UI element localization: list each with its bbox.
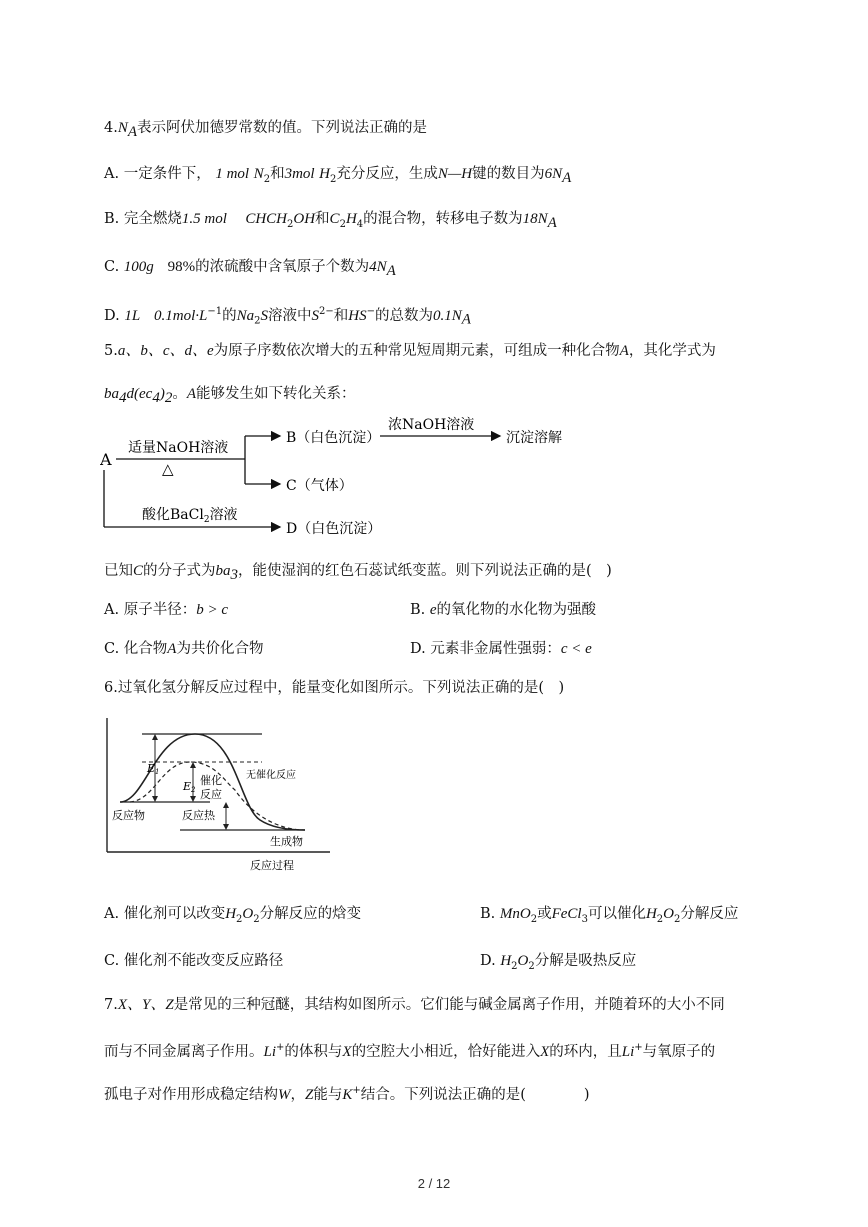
q6-option-d: D. $H_2O_2$分解是吸热反应 — [480, 953, 637, 972]
diagram-product-d: D（白色沉淀） — [286, 521, 382, 537]
graph-product-label: 生成物 — [270, 835, 303, 848]
graph-xaxis-label: 反应过程 — [250, 859, 294, 872]
diagram-reagent-conc-naoh: 浓NaOH溶液 — [388, 417, 475, 433]
q5-formula-line: $ba_4d(ec_4)_2$。A能够发生如下转化关系： — [104, 386, 356, 406]
q5-stem: 5.a、b、c、d、e为原子序数依次增大的五种常见短周期元素，可组成一种化合物A，其化学式为 — [104, 343, 716, 359]
q6-stem: 6.过氧化氢分解反应过程中，能量变化如图所示。下列说法正确的是( ) — [104, 680, 565, 696]
q6-option-c: C. 催化剂不能改变反应路径 — [104, 953, 284, 969]
q7-line-2: 而与不同金属离子作用。Li+的体积与X的空腔大小相近，恰好能进入X的环内，且Li+与氧原子的 — [104, 1042, 716, 1060]
q5-option-d: D. 元素非金属性强弱：c < e — [410, 641, 592, 657]
q6-option-a: A. 催化剂可以改变$H_2O_2$分解反应的焓变 — [104, 906, 362, 925]
diagram-product-b: B（白色沉淀） — [286, 430, 381, 446]
page-number: 2 / 12 — [417, 1176, 451, 1191]
q7-line-3: 孤电子对作用形成稳定结构W，Z能与K+结合。下列说法正确的是( ) — [104, 1085, 590, 1103]
graph-uncatalyzed-label: 无催化反应 — [246, 770, 296, 781]
diagram-reagent-bacl2: 酸化BaCl$_2$溶液 — [142, 507, 238, 525]
diagram-product-c: C（气体） — [286, 478, 353, 494]
q5-known: 已知C的分子式为$ba_3$，能使湿润的红色石蕊试纸变蓝。则下列说法正确的是( ) — [104, 563, 612, 583]
q4-option-c: C. 100g 98%的浓硫酸中含氧原子个数为$4N_A$ — [104, 259, 396, 279]
graph-catalyzed-label-2: 反应 — [200, 788, 222, 801]
diagram-result-dissolve: 沉淀溶解 — [506, 430, 562, 446]
q4-stem: $4.N_A$表示阿伏加德罗常数的值。下列说法正确的是 — [104, 120, 428, 140]
q5-option-c: C. 化合物A为共价化合物 — [104, 641, 264, 657]
graph-catalyzed-label-1: 催化 — [200, 774, 222, 787]
q7-line-1: 7.X、Y、Z是常见的三种冠醚，其结构如图所示。它们能与碱金属离子作用，并随着环的大小不同 — [104, 997, 725, 1013]
q6-energy-graph — [100, 712, 340, 877]
graph-reactant-label: 反应物 — [112, 809, 145, 822]
graph-e2-label: E2 — [183, 780, 196, 794]
q6-options-row-1 — [104, 904, 784, 930]
diagram-start-a: A — [100, 450, 112, 469]
q5-options-row-2 — [104, 639, 764, 659]
q5-option-b: B. e的氧化物的水化物为强酸 — [410, 602, 597, 618]
q4-option-d: D. 1L $0.1mol\cdot L^{-1}$的$Na_2S$溶液中$S^{2-}$和HS−的总数为$0.1N_A$ — [104, 306, 471, 328]
graph-e1-label: E1 — [147, 762, 160, 776]
q5-option-a: A. 原子半径：b > c — [104, 602, 228, 618]
q5-transformation-diagram — [100, 412, 600, 542]
graph-heat-label: 反应热 — [182, 809, 215, 822]
diagram-heat-symbol: △ — [162, 460, 174, 478]
q4-option-b: B. 完全燃烧1.5 mol $CHCH_2OH$和$C_2H_4$的混合物，转移电子数为$18N_A$ — [104, 211, 557, 231]
q6-option-b: B. MnO$_2$或FeCl$_3$可以催化$H_2O_2$分解反应 — [480, 906, 739, 925]
q6-options-row-2 — [104, 951, 784, 971]
q4-option-a: A. 一定条件下， 1 mol $N_2$和3mol $H_2$充分反应，生成N—H键的数目为$6N_A$ — [104, 166, 572, 186]
q5-options-row-1 — [104, 600, 764, 620]
diagram-reagent-naoh: 适量NaOH溶液 — [128, 440, 229, 456]
